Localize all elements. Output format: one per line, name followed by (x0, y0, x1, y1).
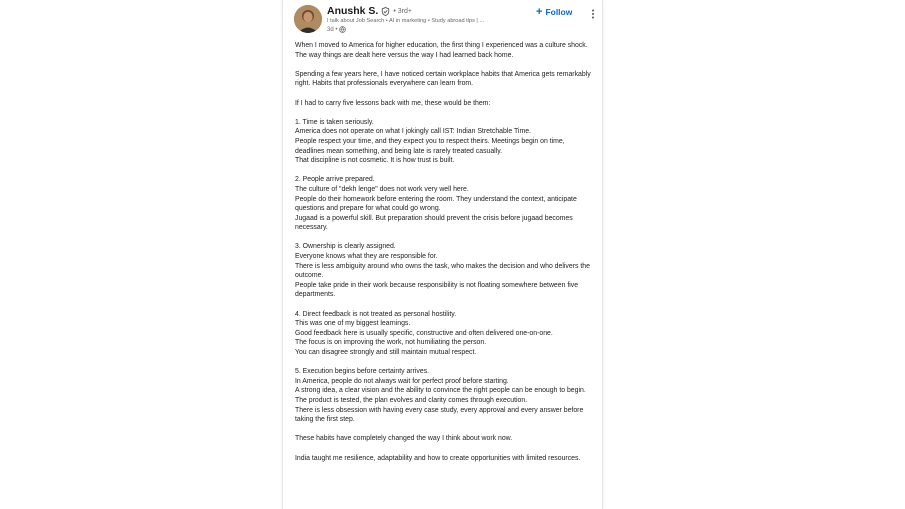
post-card (282, 0, 603, 509)
post-body: When I moved to America for higher education, the first thing I experienced was a culture shock. The way things are dealt here versus the way I had learned back home. Spending a few years here, I have noticed certain workplace habits that America gets remarkably right. Habits that professionals everywhere can learn from. If I had to carry five lessons back with me, these would be them: 1. Time is taken seriously. America does not operate on what I jokingly call IST: Indian Stretchable Time. People respect your time, and they expect you to respect theirs. Meetings begin on time, deadlines mean something, and being late is rarely treated casually. That discipline is not cosmetic. It is how trust is built. 2. People arrive prepared. The culture of "dekh lenge" does not work very well here. People do their homework before entering the room. They understand the context, anticipate questions and prepare for what could go wrong. Jugaad is a powerful skill. But preparation should prevent the crisis before jugaad becomes necessary. 3. Ownership is clearly assigned. Everyone knows what they are responsible for. There is less ambiguity around who owns the task, who makes the decision and who delivers the outcome. People take pride in their work because responsibility is not floating somewhere between five departments. 4. Direct feedback is not treated as personal hostility. This was one of my biggest learnings. Good feedback here is usually specific, constructive and often delivered one-on-one. The focus is on improving the work, not humiliating the person. You can disagree strongly and still maintain mutual respect. 5. Execution begins before certainty arrives. In America, people do not always wait for perfect proof before starting. A strong idea, a clear vision and the ability to convince the right people can be enough to begin. The product is tested, the plan evolves and clarity comes through execution. There is less obsession with having every case study, every approval and every answer before taking the first step. These habits have completely changed the way I think about work now. India taught me resilience, adaptability and how to create opportunities with limited resources. (295, 42, 591, 462)
verified-icon (381, 7, 390, 16)
more-options-icon[interactable] (589, 9, 597, 19)
connection-degree: • 3rd+ (393, 7, 412, 15)
post-meta (327, 26, 346, 33)
author-name[interactable]: Anushk S. (327, 5, 379, 17)
follow-button[interactable] (536, 7, 572, 17)
post-time: 3d • (327, 26, 338, 33)
author-headline: I talk about Job Search • AI in marketing • Study abroad tips | ... (327, 18, 485, 24)
post-header (283, 0, 602, 38)
plus-icon: + (536, 6, 543, 18)
globe-icon (339, 26, 346, 33)
avatar[interactable] (294, 5, 322, 33)
avatar-photo-icon (294, 5, 322, 33)
author-row (327, 5, 412, 17)
follow-label: Follow (545, 7, 573, 17)
